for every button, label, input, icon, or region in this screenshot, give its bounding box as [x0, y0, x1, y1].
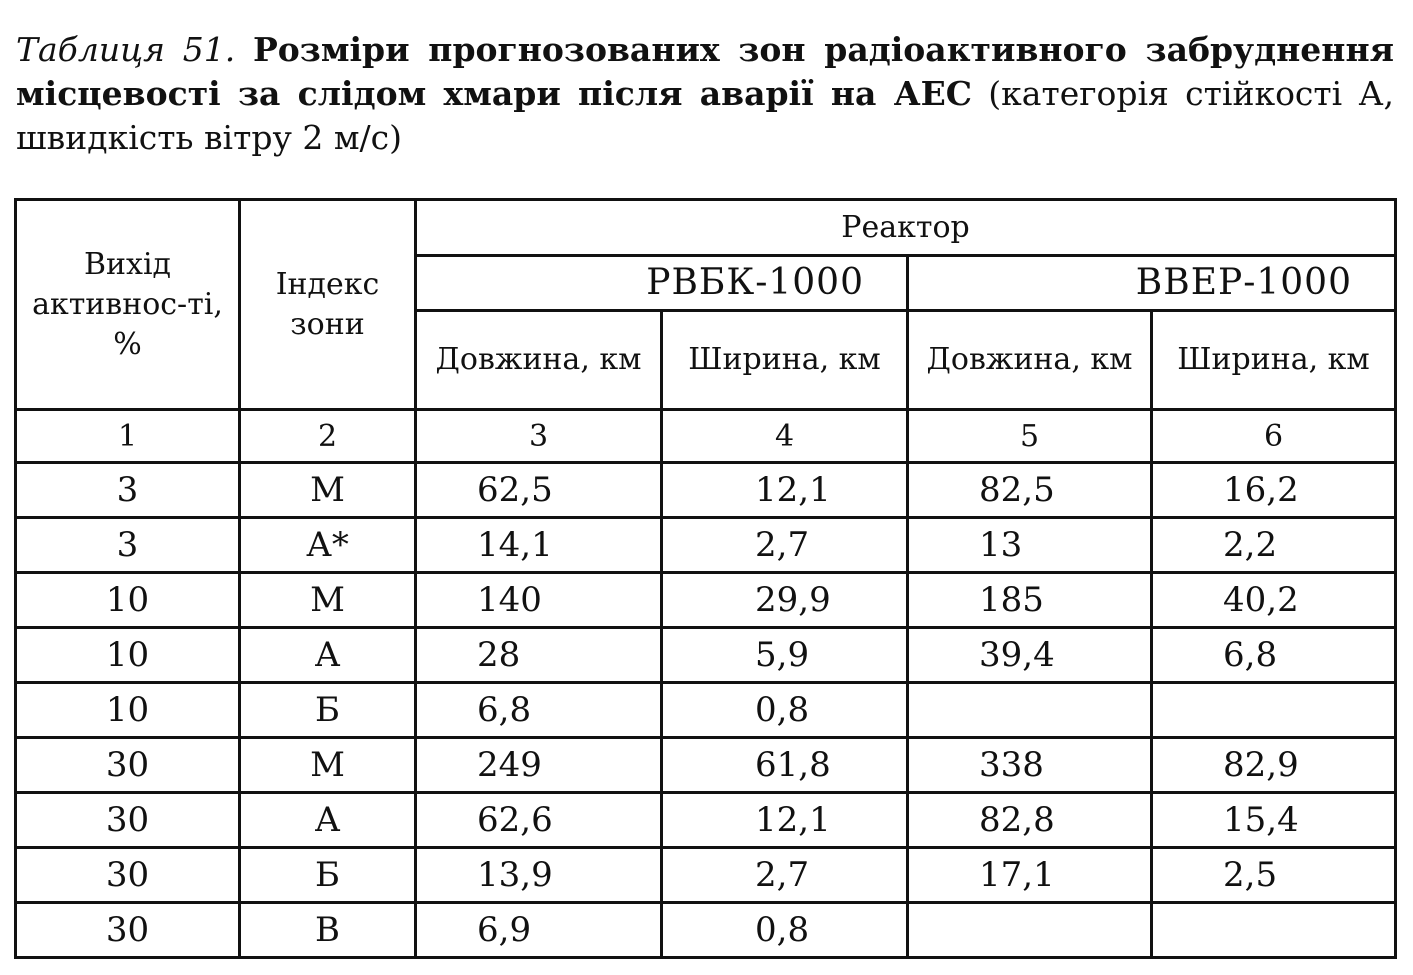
cell-zone: А [240, 793, 416, 848]
cell-rbmk-length: 62,5 [416, 463, 662, 518]
cell-vver-width [1152, 903, 1396, 958]
cell-output: 3 [16, 463, 240, 518]
cell-rbmk-length: 6,9 [416, 903, 662, 958]
cell-zone: В [240, 903, 416, 958]
cell-vver-width: 82,9 [1152, 738, 1396, 793]
cell-vver-length [908, 903, 1152, 958]
cell-zone: А [240, 628, 416, 683]
cell-rbmk-length: 62,6 [416, 793, 662, 848]
cell-vver-width: 6,8 [1152, 628, 1396, 683]
cell-rbmk-width: 2,7 [662, 518, 908, 573]
cell-rbmk-length: 13,9 [416, 848, 662, 903]
cell-rbmk-length: 249 [416, 738, 662, 793]
cell-zone: М [240, 463, 416, 518]
table-row [16, 848, 1396, 903]
cell-vver-length: 13 [908, 518, 1152, 573]
cell-vver-width: 15,4 [1152, 793, 1396, 848]
cell-rbmk-width: 29,9 [662, 573, 908, 628]
cell-output: 10 [16, 628, 240, 683]
cell-rbmk-width: 12,1 [662, 793, 908, 848]
cell-output: 30 [16, 793, 240, 848]
table-row [16, 903, 1396, 958]
cell-zone: М [240, 573, 416, 628]
column-number: 6 [1152, 410, 1396, 463]
cell-output: 30 [16, 738, 240, 793]
cell-rbmk-width: 12,1 [662, 463, 908, 518]
cell-vver-length: 82,8 [908, 793, 1152, 848]
caption-title: Розміри прогнозованих зон радіоактивного забруднення місцевості за слідом хмари після аварії на АЕС [16, 30, 1394, 113]
header-zone-index: Індекс зони [240, 200, 416, 410]
header-activity-output: Вихід активнос-ті, % [16, 200, 240, 410]
cell-vver-length: 185 [908, 573, 1152, 628]
cell-rbmk-length: 140 [416, 573, 662, 628]
caption-label: Таблиця 51. [16, 30, 236, 69]
cell-vver-length: 39,4 [908, 628, 1152, 683]
cell-rbmk-length: 6,8 [416, 683, 662, 738]
table-row [16, 518, 1396, 573]
cell-output: 30 [16, 848, 240, 903]
header-rbmk: РВБК-1000 [416, 255, 908, 311]
cell-vver-width: 16,2 [1152, 463, 1396, 518]
cell-zone: М [240, 738, 416, 793]
column-number: 2 [240, 410, 416, 463]
table-row [16, 573, 1396, 628]
cell-output: 3 [16, 518, 240, 573]
caption-conditions: (категорія стійкості А, швидкість вітру 2 м/с) [16, 74, 1394, 157]
cell-rbmk-length: 14,1 [416, 518, 662, 573]
table-row [16, 628, 1396, 683]
cell-vver-width: 2,2 [1152, 518, 1396, 573]
cell-vver-length: 17,1 [908, 848, 1152, 903]
cell-vver-length: 338 [908, 738, 1152, 793]
cell-vver-width [1152, 683, 1396, 738]
column-number: 1 [16, 410, 240, 463]
header-vver-length: Довжина, км [908, 311, 1152, 410]
header-rbmk-length: Довжина, км [416, 311, 662, 410]
table-caption [16, 28, 1394, 160]
table-row [16, 463, 1396, 518]
header-rbmk-width: Ширина, км [662, 311, 908, 410]
cell-rbmk-width: 2,7 [662, 848, 908, 903]
cell-rbmk-width: 0,8 [662, 683, 908, 738]
column-number-row [16, 410, 1396, 463]
cell-rbmk-width: 5,9 [662, 628, 908, 683]
header-vver-width: Ширина, км [1152, 311, 1396, 410]
cell-output: 10 [16, 573, 240, 628]
cell-rbmk-width: 0,8 [662, 903, 908, 958]
cell-rbmk-width: 61,8 [662, 738, 908, 793]
column-number: 4 [662, 410, 908, 463]
cell-vver-width: 40,2 [1152, 573, 1396, 628]
header-vver: ВВЕР-1000 [908, 255, 1396, 311]
cell-zone: А* [240, 518, 416, 573]
header-reactor: Реактор [416, 200, 1396, 256]
table-row [16, 683, 1396, 738]
cell-vver-width: 2,5 [1152, 848, 1396, 903]
column-number: 5 [908, 410, 1152, 463]
cell-rbmk-length: 28 [416, 628, 662, 683]
cell-vver-length [908, 683, 1152, 738]
cell-zone: Б [240, 683, 416, 738]
table-row [16, 793, 1396, 848]
cell-output: 10 [16, 683, 240, 738]
table-row [16, 738, 1396, 793]
cell-vver-length: 82,5 [908, 463, 1152, 518]
column-number: 3 [416, 410, 662, 463]
cell-output: 30 [16, 903, 240, 958]
contamination-zones-table [14, 198, 1397, 959]
cell-zone: Б [240, 848, 416, 903]
